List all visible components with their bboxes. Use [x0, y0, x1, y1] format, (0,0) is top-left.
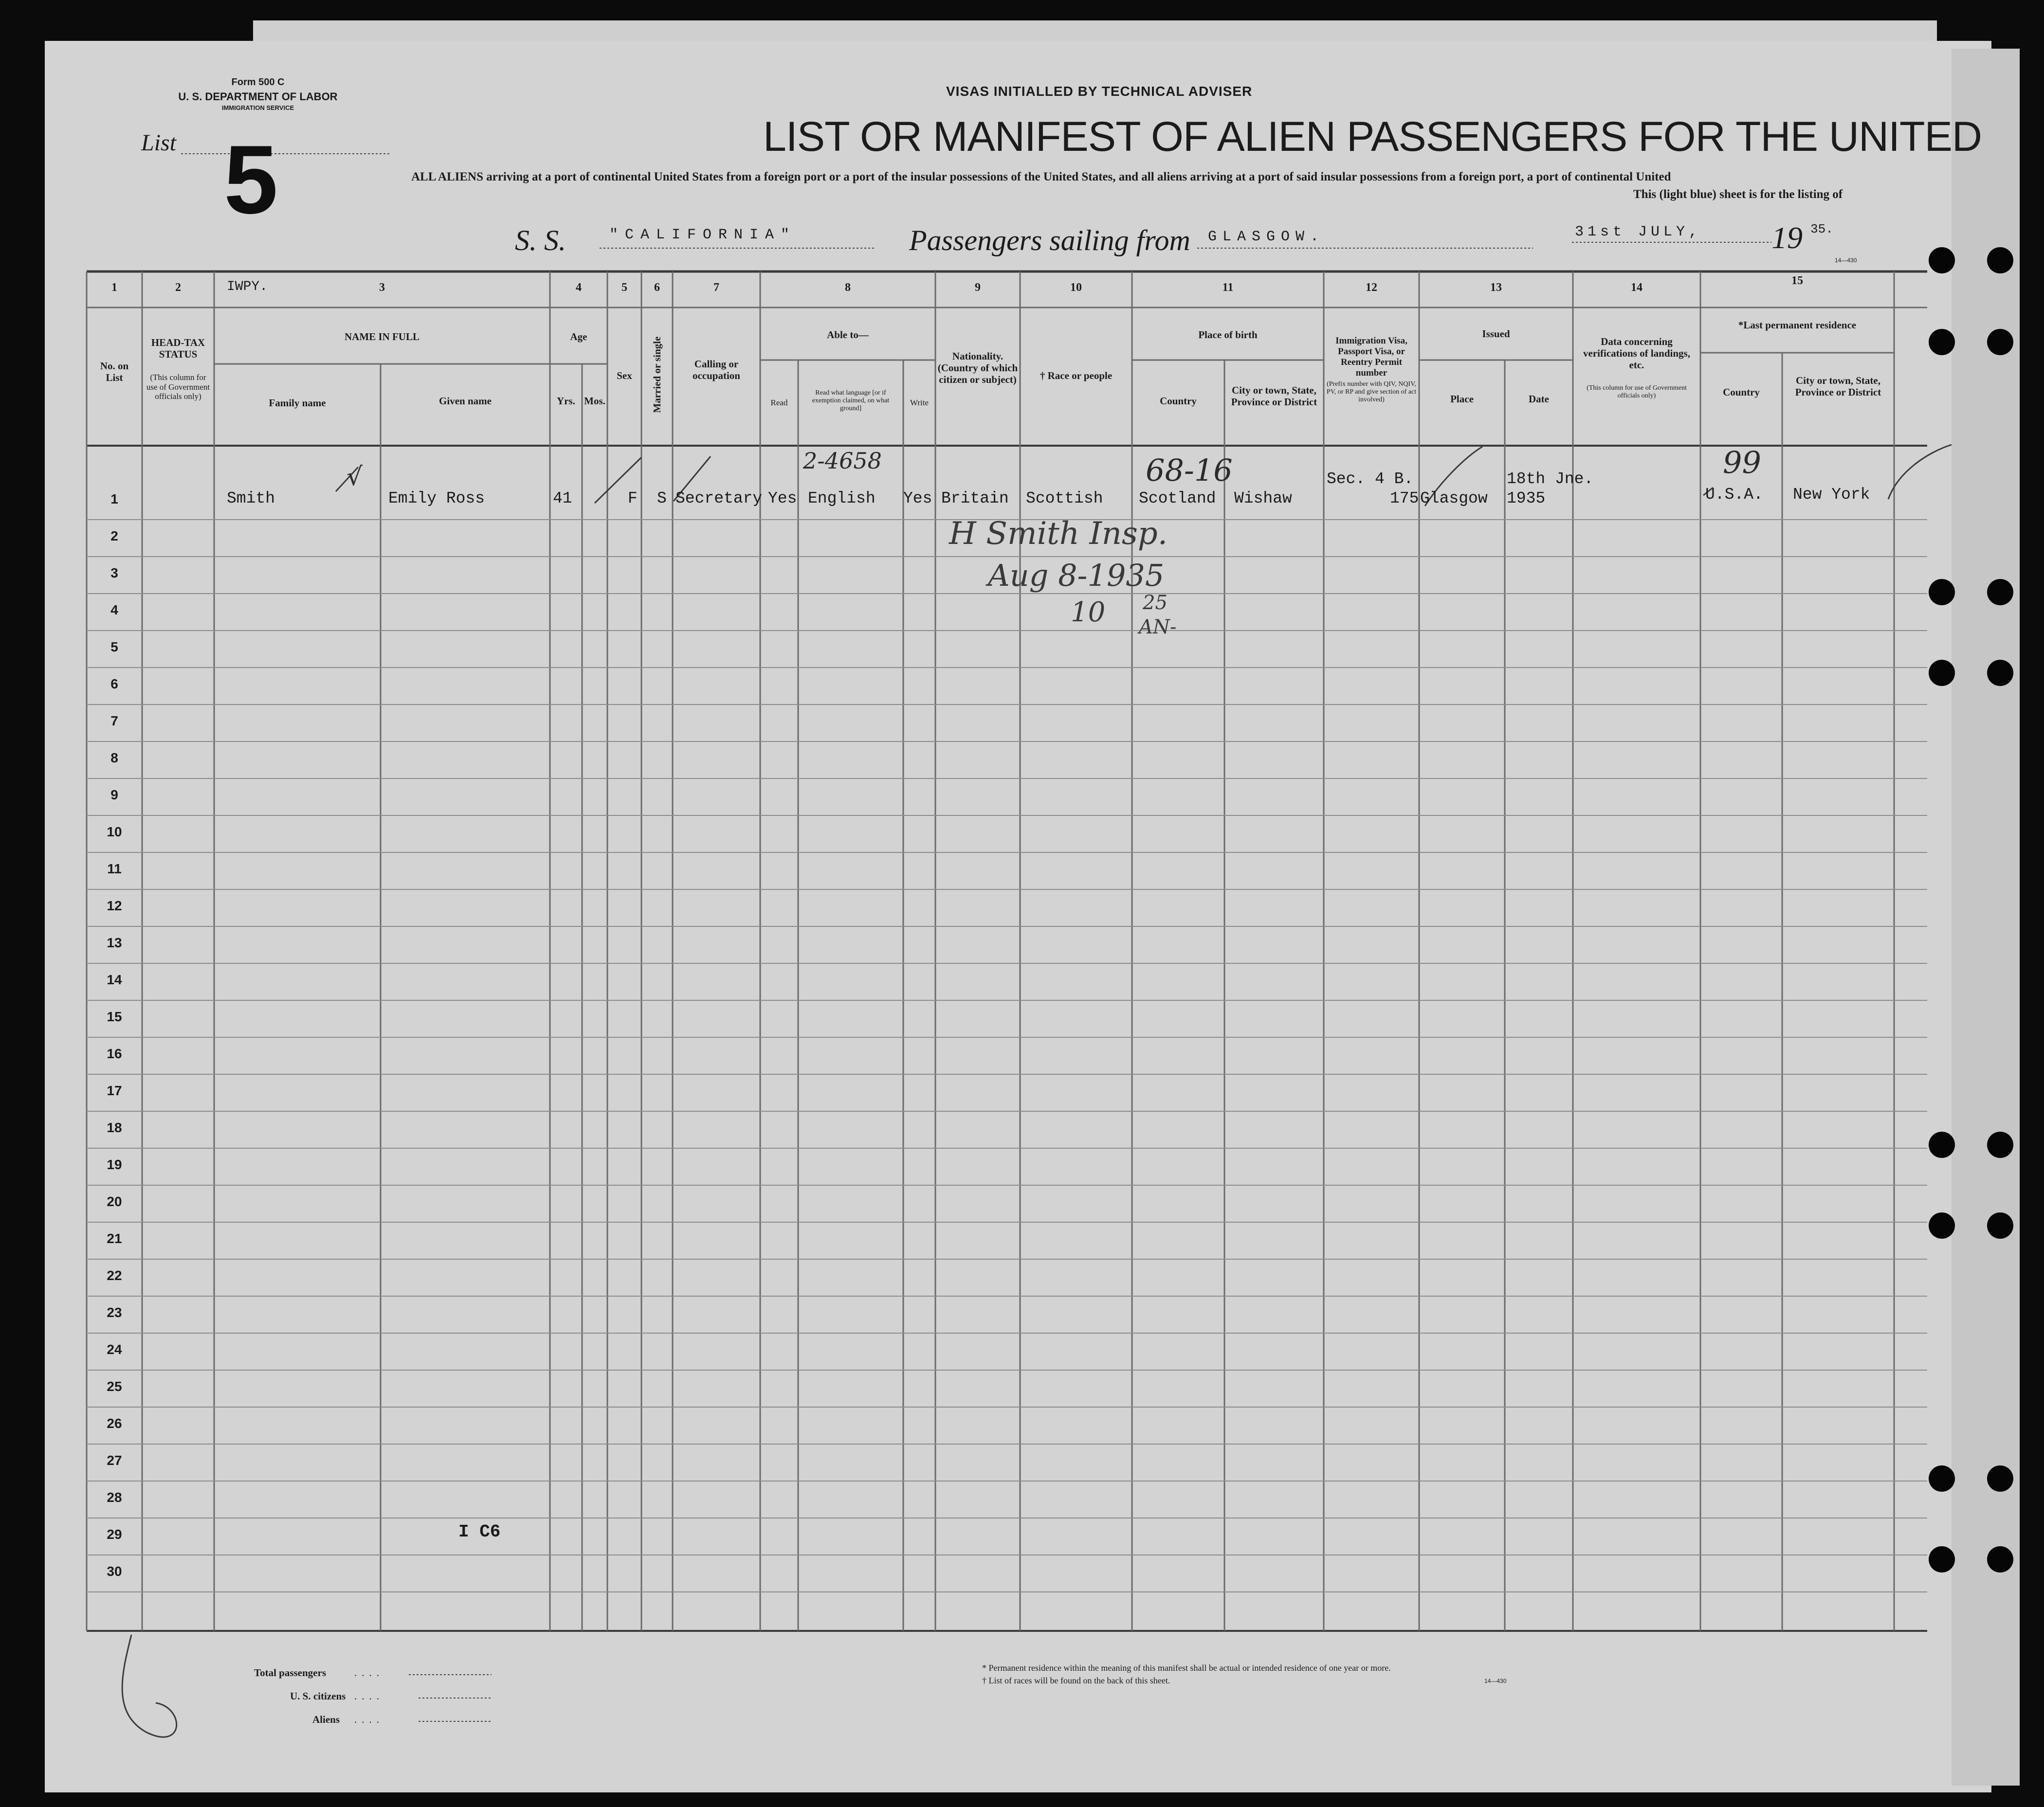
row-number: 3 — [110, 565, 118, 580]
sailing-label: Passengers sailing from — [909, 224, 1190, 256]
handwritten-residence-note: 99 — [1723, 445, 1761, 480]
header-given-name: Given name — [439, 395, 492, 407]
footer-code: 14—430 — [1484, 1678, 1507, 1684]
row-number: 7 — [110, 713, 118, 728]
handwritten-code-left: 10 — [1071, 596, 1106, 628]
header-no-on-list: No. on List — [100, 360, 129, 384]
footer-total-passengers: Total passengers — [254, 1667, 326, 1679]
row-number: 21 — [107, 1231, 122, 1246]
passenger-age-years: 41 — [553, 489, 572, 507]
footer-note-residence: * Permanent residence within the meaning of this manifest shall be actual or intended residence of one year or more. — [982, 1663, 1391, 1673]
header-residence-city: City or town, State, Province or District — [1795, 375, 1881, 398]
header-issued-place: Place — [1450, 393, 1474, 405]
column-number: 3 — [379, 281, 385, 294]
punch-hole — [1987, 1465, 2013, 1492]
passenger-visa-number: 175 — [1390, 489, 1419, 507]
column-number: 2 — [175, 281, 181, 294]
column-number: 5 — [621, 281, 627, 294]
sailing-port: GLASGOW. — [1208, 229, 1325, 245]
corner-code: 14—430 — [1835, 257, 1857, 264]
list-label: List — [141, 130, 177, 156]
handwritten-birth-note: 68-16 — [1146, 452, 1233, 488]
column-number: 9 — [975, 281, 981, 294]
header-visa-note: (Prefix number with QIV, NQIV, PV, or RP and give section of act involved) — [1326, 380, 1417, 404]
footer-aliens: Aliens — [312, 1714, 340, 1725]
header-verifications-note: (This column for use of Government officials only) — [1587, 384, 1687, 400]
punch-hole — [1987, 1212, 2013, 1239]
handwritten-inspection-date: Aug 8-1935 — [988, 558, 1165, 593]
form-number: Form 500 C — [231, 77, 285, 88]
handwritten-inspector-signature: H Smith Insp. — [949, 516, 1168, 552]
column-number: 15 — [1791, 274, 1803, 287]
punch-hole — [1929, 1132, 1955, 1158]
punch-hole — [1929, 329, 1955, 355]
ss-label: S. S. — [515, 224, 566, 256]
passenger-birth-city: Wishaw — [1234, 489, 1292, 507]
header-calling: Calling or occupation — [692, 358, 740, 382]
header-last-residence: *Last permanent residence — [1738, 319, 1857, 331]
header-age: Age — [570, 331, 587, 343]
row-number: 25 — [107, 1379, 122, 1394]
passenger-can-read: Yes — [768, 489, 797, 507]
row-number: 10 — [107, 824, 122, 839]
department-name: U. S. DEPARTMENT OF LABOR — [178, 90, 338, 103]
handwritten-language-note: 2-4658 — [803, 448, 882, 474]
footer-us-citizens: U. S. citizens — [290, 1690, 346, 1702]
passenger-occupation: Secretary — [675, 489, 763, 507]
footer-dots: .... — [354, 1690, 384, 1702]
row-number: 11 — [107, 861, 122, 876]
row-number: 20 — [107, 1194, 122, 1209]
header-race: † Race or people — [1040, 370, 1113, 381]
passenger-marital-status: S — [657, 489, 667, 507]
column-number: 6 — [654, 281, 660, 294]
passenger-birth-country: Scotland — [1139, 489, 1216, 507]
manifest-subtitle-line1: ALL ALIENS arriving at a port of continental United States from a foreign port or a port of the insular possessions of the United States, and all aliens arriving at a port of said insular possessions from a foreign port, a port of continental United — [411, 170, 1671, 183]
header-write: Write — [910, 398, 929, 407]
row-29-stamp: I C6 — [458, 1522, 501, 1542]
footer-dots: .... — [354, 1714, 384, 1725]
column-number: 4 — [576, 281, 582, 294]
column-number: 1 — [111, 281, 117, 294]
passenger-issued-place: Glasgow — [1420, 489, 1488, 507]
header-nationality: Nationality. (Country of which citizen or subject) — [937, 350, 1018, 386]
header-issued: Issued — [1482, 328, 1510, 340]
row-number: 22 — [107, 1268, 122, 1283]
punch-hole — [1929, 1546, 1955, 1572]
footer-note-races: † List of races will be found on the back of this sheet. — [982, 1676, 1170, 1685]
handwritten-code-bottom: AN- — [1139, 616, 1177, 638]
passenger-residence-country: U.S.A. — [1705, 486, 1763, 504]
column-number: 8 — [845, 281, 851, 294]
column-number: 13 — [1490, 281, 1502, 294]
header-issued-date: Date — [1529, 393, 1549, 405]
row-number: 30 — [107, 1564, 122, 1579]
header-sex: Sex — [617, 370, 632, 381]
column-number: 14 — [1631, 281, 1642, 294]
row-number: 15 — [107, 1009, 122, 1024]
punch-hole — [1987, 579, 2013, 605]
passenger-residence-city: New York — [1793, 486, 1870, 504]
row-number: 16 — [107, 1046, 122, 1061]
sailing-date: 31st JULY, — [1575, 224, 1702, 240]
row-number: 4 — [110, 602, 118, 617]
punch-hole — [1987, 1546, 2013, 1572]
header-read-language: Read what language [or if exemption claimed, on what ground] — [812, 389, 890, 413]
header-months: Mos. — [584, 395, 605, 407]
passenger-nationality: Britain — [941, 489, 1009, 507]
row-number: 18 — [107, 1120, 122, 1135]
punch-hole — [1929, 1465, 1955, 1492]
punch-hole — [1929, 660, 1955, 686]
visa-initialled-note: VISAS INITIALLED BY TECHNICAL ADVISER — [946, 84, 1253, 99]
header-birth-country: Country — [1160, 395, 1197, 407]
header-head-tax-note: (This column for use of Government officials only) — [146, 373, 210, 401]
header-birth-city: City or town, State, Province or District — [1231, 384, 1317, 408]
passenger-language: English — [808, 489, 876, 507]
row-number: 28 — [107, 1490, 122, 1505]
handwritten-code-top: 25 — [1143, 592, 1168, 614]
passenger-sex: F — [628, 489, 638, 507]
row-number: 26 — [107, 1416, 122, 1431]
row-number: 12 — [107, 898, 122, 913]
punch-hole — [1987, 247, 2013, 273]
ship-name: "CALIFORNIA" — [609, 227, 797, 243]
list-number: 5 — [224, 126, 278, 234]
row-number: 19 — [107, 1157, 122, 1172]
header-place-of-birth: Place of birth — [1198, 329, 1258, 341]
header-name-in-full: NAME IN FULL — [344, 331, 420, 343]
column-3-label: IWPY. — [227, 279, 268, 294]
header-family-name: Family name — [269, 397, 326, 409]
row-number: 29 — [107, 1527, 122, 1542]
passenger-issued-year: 1935 — [1507, 489, 1546, 507]
row-number: 1 — [110, 491, 118, 506]
handwritten-check: √ — [347, 462, 363, 491]
row-number: 8 — [110, 750, 118, 765]
punch-hole — [1929, 247, 1955, 273]
footer-dots: .... — [354, 1667, 384, 1679]
row-number: 9 — [110, 787, 118, 802]
row-number: 27 — [107, 1453, 122, 1468]
header-read: Read — [770, 398, 788, 407]
header-years: Yrs. — [557, 395, 575, 407]
passenger-visa-section: Sec. 4 B. — [1327, 470, 1414, 488]
year-prefix: 19 — [1771, 220, 1803, 255]
punch-hole — [1929, 1212, 1955, 1239]
passenger-family-name: Smith — [227, 489, 275, 507]
header-head-tax-status: HEAD-TAX STATUS — [151, 337, 205, 361]
passenger-issued-date: 18th Jne. — [1507, 470, 1594, 488]
header-visa-number: Immigration Visa, Passport Visa, or Reentry Permit number — [1335, 336, 1407, 378]
header-verifications: Data concerning verifications of landings, etc. — [1583, 336, 1690, 371]
row-number: 2 — [110, 528, 118, 543]
passenger-given-name: Emily Ross — [388, 489, 485, 507]
punch-hole — [1987, 660, 2013, 686]
service-name: IMMIGRATION SERVICE — [221, 104, 294, 111]
row-number: 13 — [107, 935, 122, 950]
column-number: 10 — [1070, 281, 1082, 294]
column-number: 7 — [713, 281, 719, 294]
row-number: 14 — [107, 972, 122, 987]
punch-hole — [1987, 329, 2013, 355]
punch-hole — [1929, 579, 1955, 605]
row-number: 5 — [110, 639, 118, 654]
manifest-title: LIST OR MANIFEST OF ALIEN PASSENGERS FOR THE UNITED — [763, 113, 1982, 160]
column-number: 11 — [1222, 281, 1234, 294]
row-number: 24 — [107, 1342, 122, 1357]
row-number: 17 — [107, 1083, 122, 1098]
passenger-can-write: Yes — [903, 489, 932, 507]
row-number: 6 — [110, 676, 118, 691]
column-number: 12 — [1366, 281, 1377, 294]
header-able-to: Able to— — [827, 329, 869, 341]
header-residence-country: Country — [1723, 386, 1760, 398]
header-married-or-single: Married or single — [651, 336, 663, 413]
year-suffix: 35. — [1810, 222, 1833, 236]
manifest-subtitle-line2: This (light blue) sheet is for the listing of — [1633, 188, 1843, 201]
punch-hole — [1987, 1132, 2013, 1158]
row-number: 23 — [107, 1305, 122, 1320]
passenger-race: Scottish — [1026, 489, 1103, 507]
